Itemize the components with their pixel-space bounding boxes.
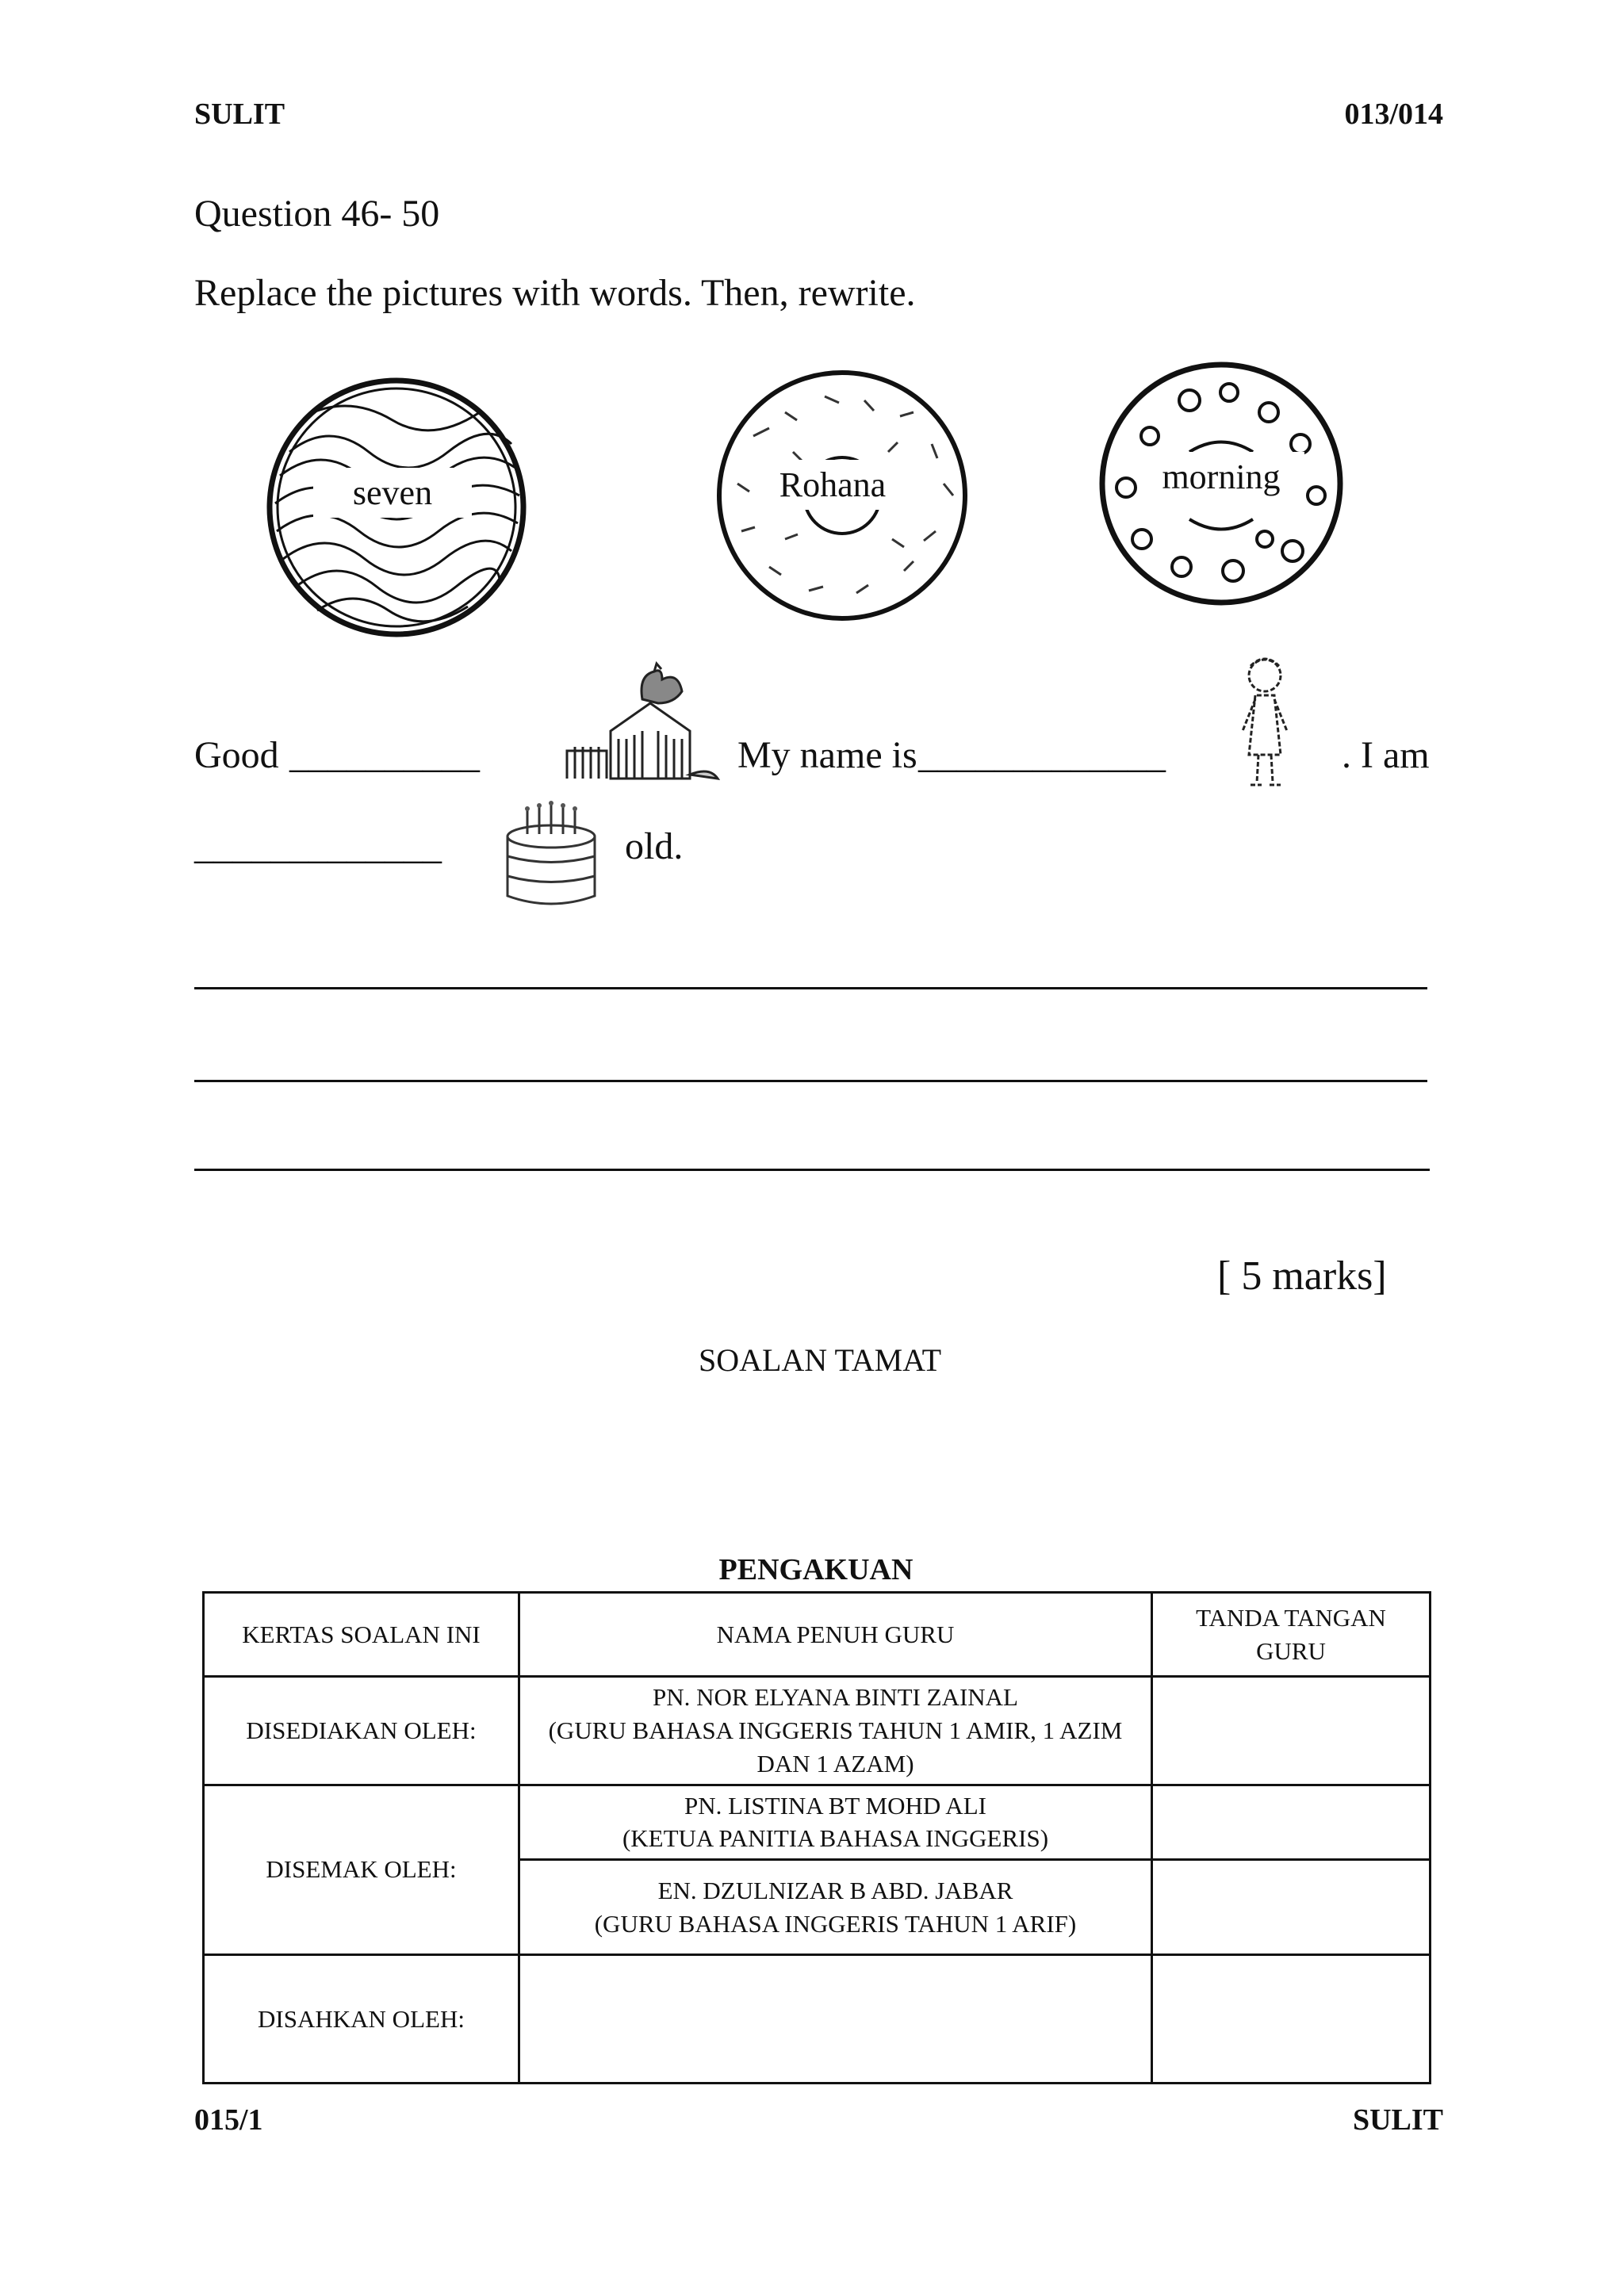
donut-sprinkles-icon xyxy=(706,365,979,626)
birthday-cake-icon xyxy=(496,801,607,912)
blank-2[interactable]: _____________ xyxy=(918,734,1166,776)
teacher-name-cell: PN. LISTINA BT MOHD ALI (KETUA PANITIA BAHASA INGGERIS) xyxy=(519,1785,1152,1860)
writing-line-2[interactable] xyxy=(194,1080,1427,1082)
row-label: DISAHKAN OLEH: xyxy=(204,1955,519,2084)
signature-cell[interactable] xyxy=(1152,1860,1431,1955)
teacher-name-cell: EN. DZULNIZAR B ABD. JABAR (GURU BAHASA INGGERIS TAHUN 1 ARIF) xyxy=(519,1860,1152,1955)
row-label: DISEMAK OLEH: xyxy=(204,1785,519,1955)
rooster-barn-icon xyxy=(563,660,722,786)
donut-dots-icon xyxy=(1094,357,1348,610)
blank-1[interactable]: __________ xyxy=(289,734,480,776)
sentence-part3: . I am xyxy=(1342,734,1430,776)
word-seven: seven xyxy=(313,468,472,518)
row-label: DISEDIAKAN OLEH: xyxy=(204,1677,519,1785)
table-row xyxy=(204,1677,1431,1785)
table-row xyxy=(204,1955,1431,2084)
table-header-row xyxy=(204,1593,1431,1677)
question-title: Question 46- 50 xyxy=(194,193,440,235)
sentence-part4: old. xyxy=(625,825,684,867)
donut-striped-icon xyxy=(258,365,535,650)
writing-line-1[interactable] xyxy=(194,987,1427,989)
writing-line-3[interactable] xyxy=(194,1169,1430,1171)
pengakuan-table xyxy=(202,1591,1431,2084)
sentence-part1: Good xyxy=(194,734,279,776)
table-header-cell: TANDA TANGAN GURU xyxy=(1152,1593,1431,1677)
table-header-cell: NAMA PENUH GURU xyxy=(519,1593,1152,1677)
sentence-part2: My name is xyxy=(737,734,917,776)
signature-cell[interactable] xyxy=(1152,1677,1431,1785)
footer-right: SULIT xyxy=(1352,2103,1443,2137)
teacher-name-cell: PN. NOR ELYANA BINTI ZAINAL (GURU BAHASA INGGERIS TAHUN 1 AMIR, 1 AZIM DAN 1 AZAM) xyxy=(519,1677,1152,1785)
word-rohana: Rohana xyxy=(753,460,912,510)
table-row xyxy=(204,1785,1431,1860)
girl-icon xyxy=(1233,652,1297,794)
header-left: SULIT xyxy=(194,98,285,131)
signature-cell[interactable] xyxy=(1152,1785,1431,1860)
header-right: 013/014 xyxy=(1344,98,1443,131)
teacher-name-cell xyxy=(519,1955,1152,2084)
signature-cell[interactable] xyxy=(1152,1955,1431,2084)
blank-3[interactable]: _____________ xyxy=(194,825,442,867)
marks-label: [ 5 marks] xyxy=(1217,1253,1387,1299)
question-instruction: Replace the pictures with words. Then, rewrite. xyxy=(194,272,916,314)
footer-left: 015/1 xyxy=(194,2103,263,2137)
table-header-cell: KERTAS SOALAN INI xyxy=(204,1593,519,1677)
table-title: PENGAKUAN xyxy=(718,1553,914,1586)
word-morning: morning xyxy=(1138,452,1304,502)
end-text: SOALAN TAMAT xyxy=(698,1342,942,1378)
